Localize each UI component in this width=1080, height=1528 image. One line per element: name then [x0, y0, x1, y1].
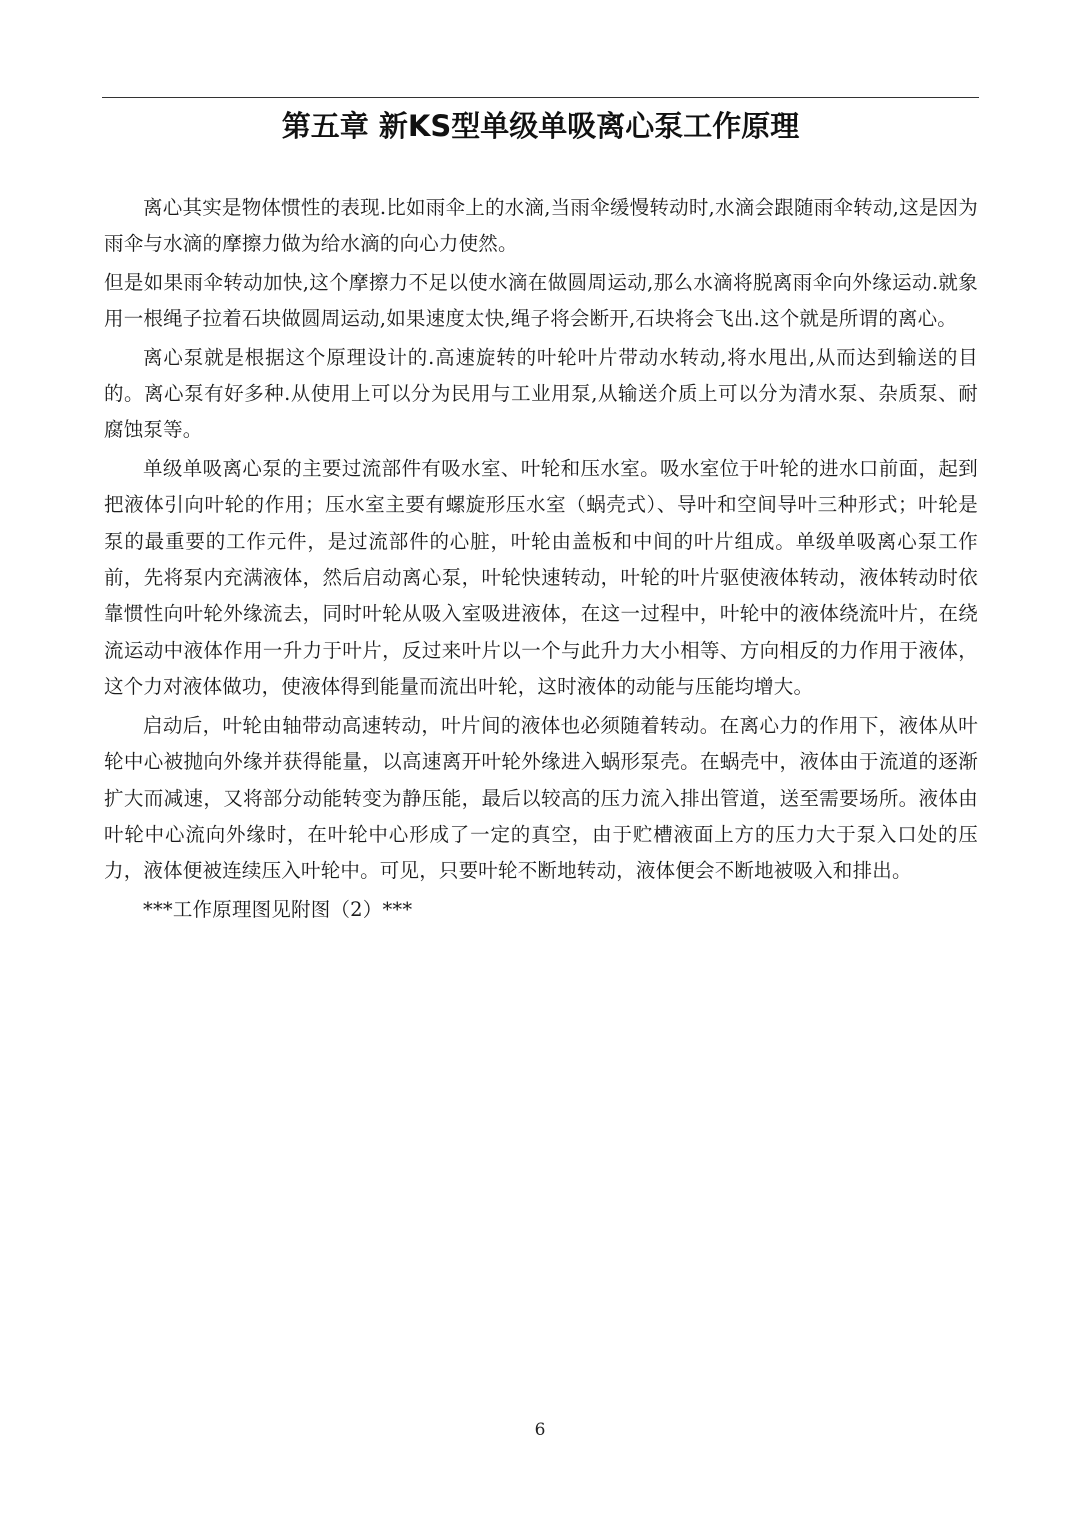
paragraph-umbrella-example: 但是如果雨伞转动加快,这个摩擦力不足以使水滴在做圆周运动,那么水滴将脱离雨伞向外缘运动.就象用一根绳子拉着石块做圆周运动,如果速度太快,绳子将会断开,石块将会飞出.这个就是所谓的离心。: [104, 270, 978, 331]
header-rule: [102, 97, 979, 98]
body-text: [104, 190, 978, 930]
page-number: 6: [534, 1420, 546, 1440]
chapter-title: 第五章 新KS型单级单吸离心泵工作原理: [281, 109, 800, 143]
paragraph-centrifugal-inertia: 离心其实是物体惯性的表现.比如雨伞上的水滴,当雨伞缓慢转动时,水滴会跟随雨伞转动,这是因为雨伞与水滴的摩擦力做为给水滴的向心力使然。: [104, 196, 978, 256]
paragraph-pump-components: 单级单吸离心泵的主要过流部件有吸水室、叶轮和压水室。吸水室位于叶轮的进水口前面，起到把液体引向叶轮的作用；压水室主要有螺旋形压水室（蜗壳式）、导叶和空间导叶三种形式；叶轮是泵的最重要的工作元件，是过流部件的心脏，叶轮由盖板和中间的叶片组成。单级单吸离心泵工作前，先将泵内充满液体，然后启动离心泵，叶轮快速转动，叶轮的叶片驱使液体转动，液体转动时依靠惯性向叶轮外缘流去，同时叶轮从吸入室吸进液体，在这一过程中，叶轮中的液体绕流叶片，在绕流运动中液体作用一升力于叶片，反过来叶片以一个与此升力大小相等、方向相反的力作用于液体，这个力对液体做功，使液体得到能量而流出叶轮，这时液体的动能与压能均增大。: [104, 456, 978, 699]
paragraph-pump-operation: 启动后，叶轮由轴带动高速转动，叶片间的液体也必须随着转动。在离心力的作用下，液体从叶轮中心被抛向外缘并获得能量，以高速离开叶轮外缘进入蜗形泵壳。在蜗壳中，液体由于流道的逐渐扩大而减速，又将部分动能转变为静压能，最后以较高的压力流入排出管道，送至需要场所。液体由叶轮中心流向外缘时，在叶轮中心形成了一定的真空，由于贮槽液面上方的压力大于泵入口处的压力，液体便被连续压入叶轮中。可见，只要叶轮不断地转动，液体便会不断地被吸入和排出。: [104, 713, 978, 883]
paragraph-pump-design: 离心泵就是根据这个原理设计的.高速旋转的叶轮叶片带动水转动,将水甩出,从而达到输送的目的。离心泵有好多种.从使用上可以分为民用与工业用泵,从输送介质上可以分为清水泵、杂质泵、耐腐蚀泵等。: [104, 345, 978, 442]
figure-reference-note: ***工作原理图见附图（2）***: [143, 897, 413, 921]
